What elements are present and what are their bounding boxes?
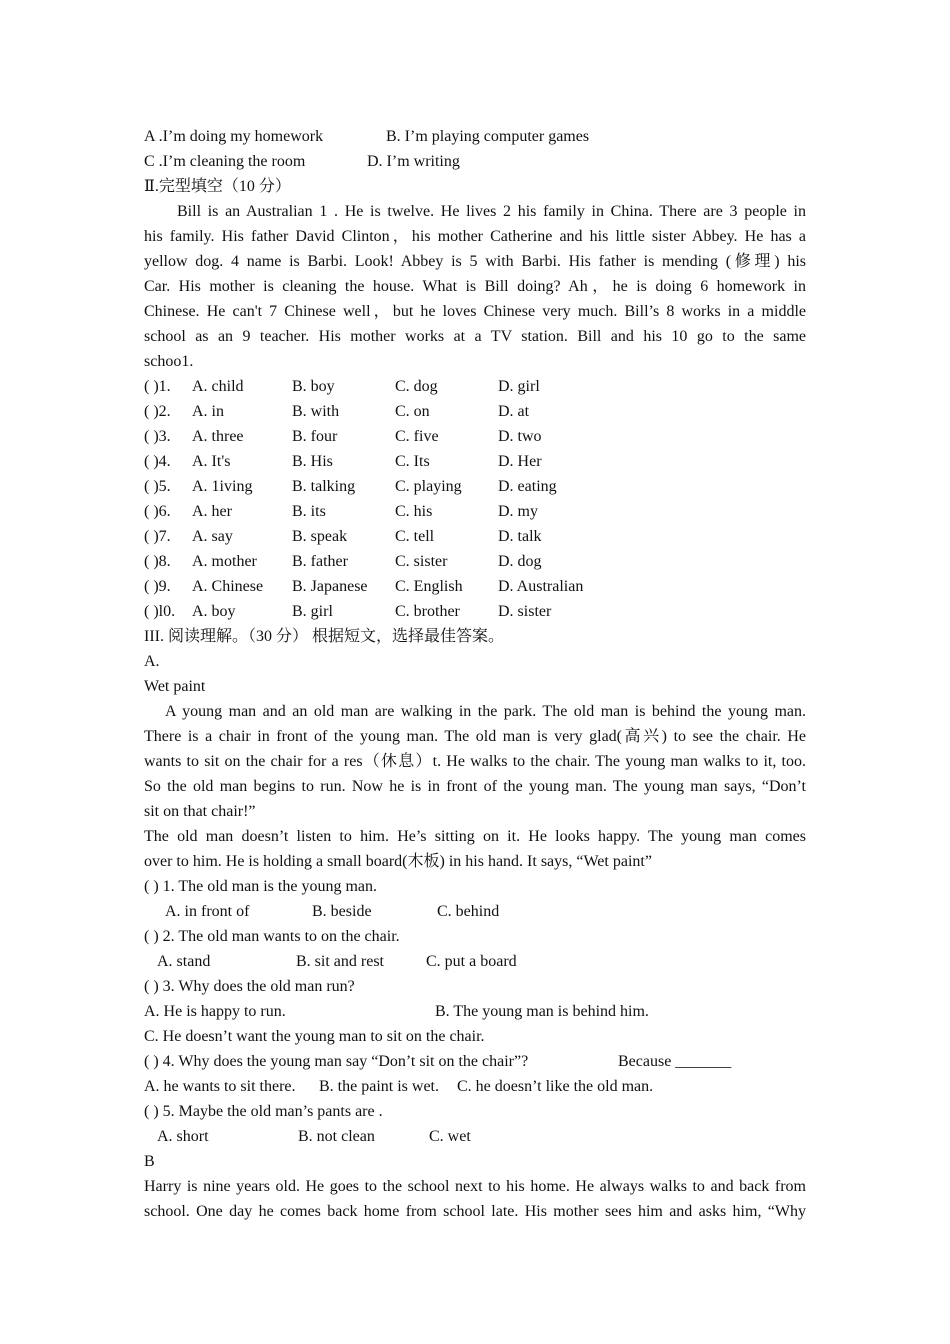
choice-d: D. Australian (498, 578, 584, 595)
choice-d: D. at (498, 403, 530, 420)
q1-option-c: C. behind (437, 903, 500, 920)
passage-a-label: A. (144, 653, 160, 670)
cloze-passage-line: school as an 9 teacher. His mother works at a TV station. Bill and his 10 go to the same (144, 328, 806, 345)
cloze-question-4 (144, 449, 806, 474)
q4-stem-text: ( ) 4. Why does the young man say “Don’t sit on the chair”? (144, 1053, 529, 1070)
cloze-question-6 (144, 499, 806, 524)
q3-option-a: A. He is happy to run. (144, 1003, 286, 1020)
passage-a-line: A young man and an old man are walking in the park. The old man is behind the young man. (165, 703, 806, 720)
choice-c: C. playing (395, 478, 462, 495)
cloze-passage-line: yellow dog. 4 name is Barbi. Look! Abbey is 5 with Barbi. His father is mending (修理) his (144, 253, 806, 270)
choice-a: A. her (192, 503, 232, 520)
cloze-question-5 (144, 474, 806, 499)
q2-option-c: C. put a board (426, 953, 517, 970)
choice-a: A. child (192, 378, 244, 395)
choice-b: B. Japanese (292, 578, 368, 595)
choice-a: A. Chinese (192, 578, 264, 595)
passage-a-title: Wet paint (144, 678, 206, 695)
choice-d: D. two (498, 428, 542, 445)
choice-c: C. five (395, 428, 439, 445)
q3-option-c: C. He doesn’t want the young man to sit on the chair. (144, 1028, 485, 1045)
q4-answer-blank[interactable]: Because _______ (618, 1053, 732, 1070)
reading-q1-stem: ( ) 1. The old man is the young man. (144, 878, 377, 895)
reading-q5-stem: ( ) 5. Maybe the old man’s pants are . (144, 1103, 383, 1120)
choice-c: C. Its (395, 453, 430, 470)
cloze-question-7 (144, 524, 806, 549)
choice-d: D. talk (498, 528, 542, 545)
choice-b: B. four (292, 428, 338, 445)
choice-a: A. 1iving (192, 478, 253, 495)
choice-d: D. dog (498, 553, 542, 570)
cloze-passage-line: schoo1. (144, 353, 194, 370)
reading-heading: III. 阅读理解。（30 分） 根据短文，选择最佳答案。 (144, 628, 504, 645)
cloze-question-2 (144, 399, 806, 424)
q5-option-b: B. not clean (298, 1128, 375, 1145)
passage-a-line: There is a chair in front of the young man. The old man is very glad(高兴) to see the chair. He (144, 728, 806, 745)
choice-c: C. tell (395, 528, 435, 545)
cloze-passage-line: Car. His mother is cleaning the house. What is Bill doing? Ah，he is doing 6 homework in (144, 278, 806, 295)
choice-a: A. three (192, 428, 244, 445)
question-number[interactable]: ( )1. (144, 378, 171, 395)
choice-a: A. boy (192, 603, 236, 620)
passage-b-line: school. One day he comes back home from school late. His mother sees him and asks him, “Why (144, 1203, 806, 1220)
passage-a-line: The old man doesn’t listen to him. He’s sitting on it. He looks happy. The young man comes (144, 828, 806, 845)
choice-b: B. His (292, 453, 333, 470)
choice-c: C. dog (395, 378, 438, 395)
cloze-question-9 (144, 574, 806, 599)
choice-d: D. sister (498, 603, 552, 620)
reading-q4-options (144, 1074, 806, 1099)
passage-a-line: wants to sit on the chair for a res（休息）t. He walks to the chair. The young man walks to it, too. (144, 753, 806, 770)
question-number[interactable]: ( )7. (144, 528, 171, 545)
q4-option-b: B. the paint is wet. (319, 1078, 439, 1095)
passage-a-line: sit on that chair!” (144, 803, 256, 820)
q2-option-a: A. stand (157, 953, 211, 970)
cloze-question-list (144, 374, 806, 624)
passage-a-line: over to him. He is holding a small board(木板) in his hand. It says, “Wet paint” (144, 853, 652, 870)
question-number[interactable]: ( )8. (144, 553, 171, 570)
option-d: D. I’m writing (367, 153, 460, 170)
question-number[interactable]: ( )4. (144, 453, 171, 470)
choice-a: A. mother (192, 553, 257, 570)
q2-option-b: B. sit and rest (296, 953, 384, 970)
question-number[interactable]: ( )9. (144, 578, 171, 595)
cloze-question-1 (144, 374, 806, 399)
question-number[interactable]: ( )6. (144, 503, 171, 520)
reading-q1-options (144, 899, 806, 924)
question-number[interactable]: ( )5. (144, 478, 171, 495)
option-b: B. I’m playing computer games (386, 128, 590, 145)
choice-a: A. It's (192, 453, 231, 470)
reading-q5-options (144, 1124, 806, 1149)
prev-options-row-2 (144, 149, 806, 174)
q1-option-a: A. in front of (165, 903, 250, 920)
cloze-passage-line: Chinese. He can't 7 Chinese well，but he loves Chinese very much. Bill’s 8 works in a middle (144, 303, 806, 320)
cloze-passage-line: Bill is an Australian 1 . He is twelve. He lives 2 his family in China. There are 3 people in (177, 203, 806, 220)
cloze-question-8 (144, 549, 806, 574)
q5-option-c: C. wet (429, 1128, 471, 1145)
cloze-heading: Ⅱ.完型填空（10 分） (144, 178, 291, 195)
choice-c: C. his (395, 503, 433, 520)
passage-a-line: So the old man begins to run. Now he is in front of the young man. The young man says, “Don’t (144, 778, 806, 795)
choice-b: B. father (292, 553, 348, 570)
choice-b: B. speak (292, 528, 348, 545)
reading-q4-stem (144, 1049, 806, 1074)
reading-q3-options (144, 999, 806, 1024)
choice-c: C. brother (395, 603, 460, 620)
q5-option-a: A. short (157, 1128, 209, 1145)
choice-d: D. girl (498, 378, 540, 395)
q3-option-b: B. The young man is behind him. (435, 1003, 649, 1020)
passage-b-label: B (144, 1153, 155, 1170)
question-number[interactable]: ( )l0. (144, 603, 176, 620)
option-c: C .I’m cleaning the room (144, 153, 306, 170)
choice-b: B. girl (292, 603, 333, 620)
choice-b: B. talking (292, 478, 356, 495)
question-number[interactable]: ( )3. (144, 428, 171, 445)
reading-q2-stem: ( ) 2. The old man wants to on the chair. (144, 928, 400, 945)
choice-c: C. on (395, 403, 430, 420)
choice-d: D. eating (498, 478, 557, 495)
choice-d: D. my (498, 503, 538, 520)
reading-q2-options (144, 949, 806, 974)
worksheet-page (144, 124, 806, 1224)
choice-a: A. say (192, 528, 233, 545)
cloze-passage-line: his family. His father David Clinton，his mother Catherine and his little sister Abbey. He has a (144, 228, 806, 245)
reading-q3-stem: ( ) 3. Why does the old man run? (144, 978, 355, 995)
q4-option-c: C. he doesn’t like the old man. (457, 1078, 654, 1095)
q1-option-b: B. beside (312, 903, 372, 920)
option-a: A .I’m doing my homework (144, 128, 324, 145)
q4-option-a: A. he wants to sit there. (144, 1078, 296, 1095)
choice-b: B. with (292, 403, 340, 420)
choice-b: B. boy (292, 378, 335, 395)
choice-d: D. Her (498, 453, 542, 470)
cloze-question-10 (144, 599, 806, 624)
cloze-question-3 (144, 424, 806, 449)
choice-b: B. its (292, 503, 326, 520)
prev-options-row-1 (144, 124, 806, 149)
choice-a: A. in (192, 403, 224, 420)
question-number[interactable]: ( )2. (144, 403, 171, 420)
choice-c: C. sister (395, 553, 448, 570)
choice-c: C. English (395, 578, 463, 595)
passage-b-line: Harry is nine years old. He goes to the school next to his home. He always walks to and back from (144, 1178, 806, 1195)
